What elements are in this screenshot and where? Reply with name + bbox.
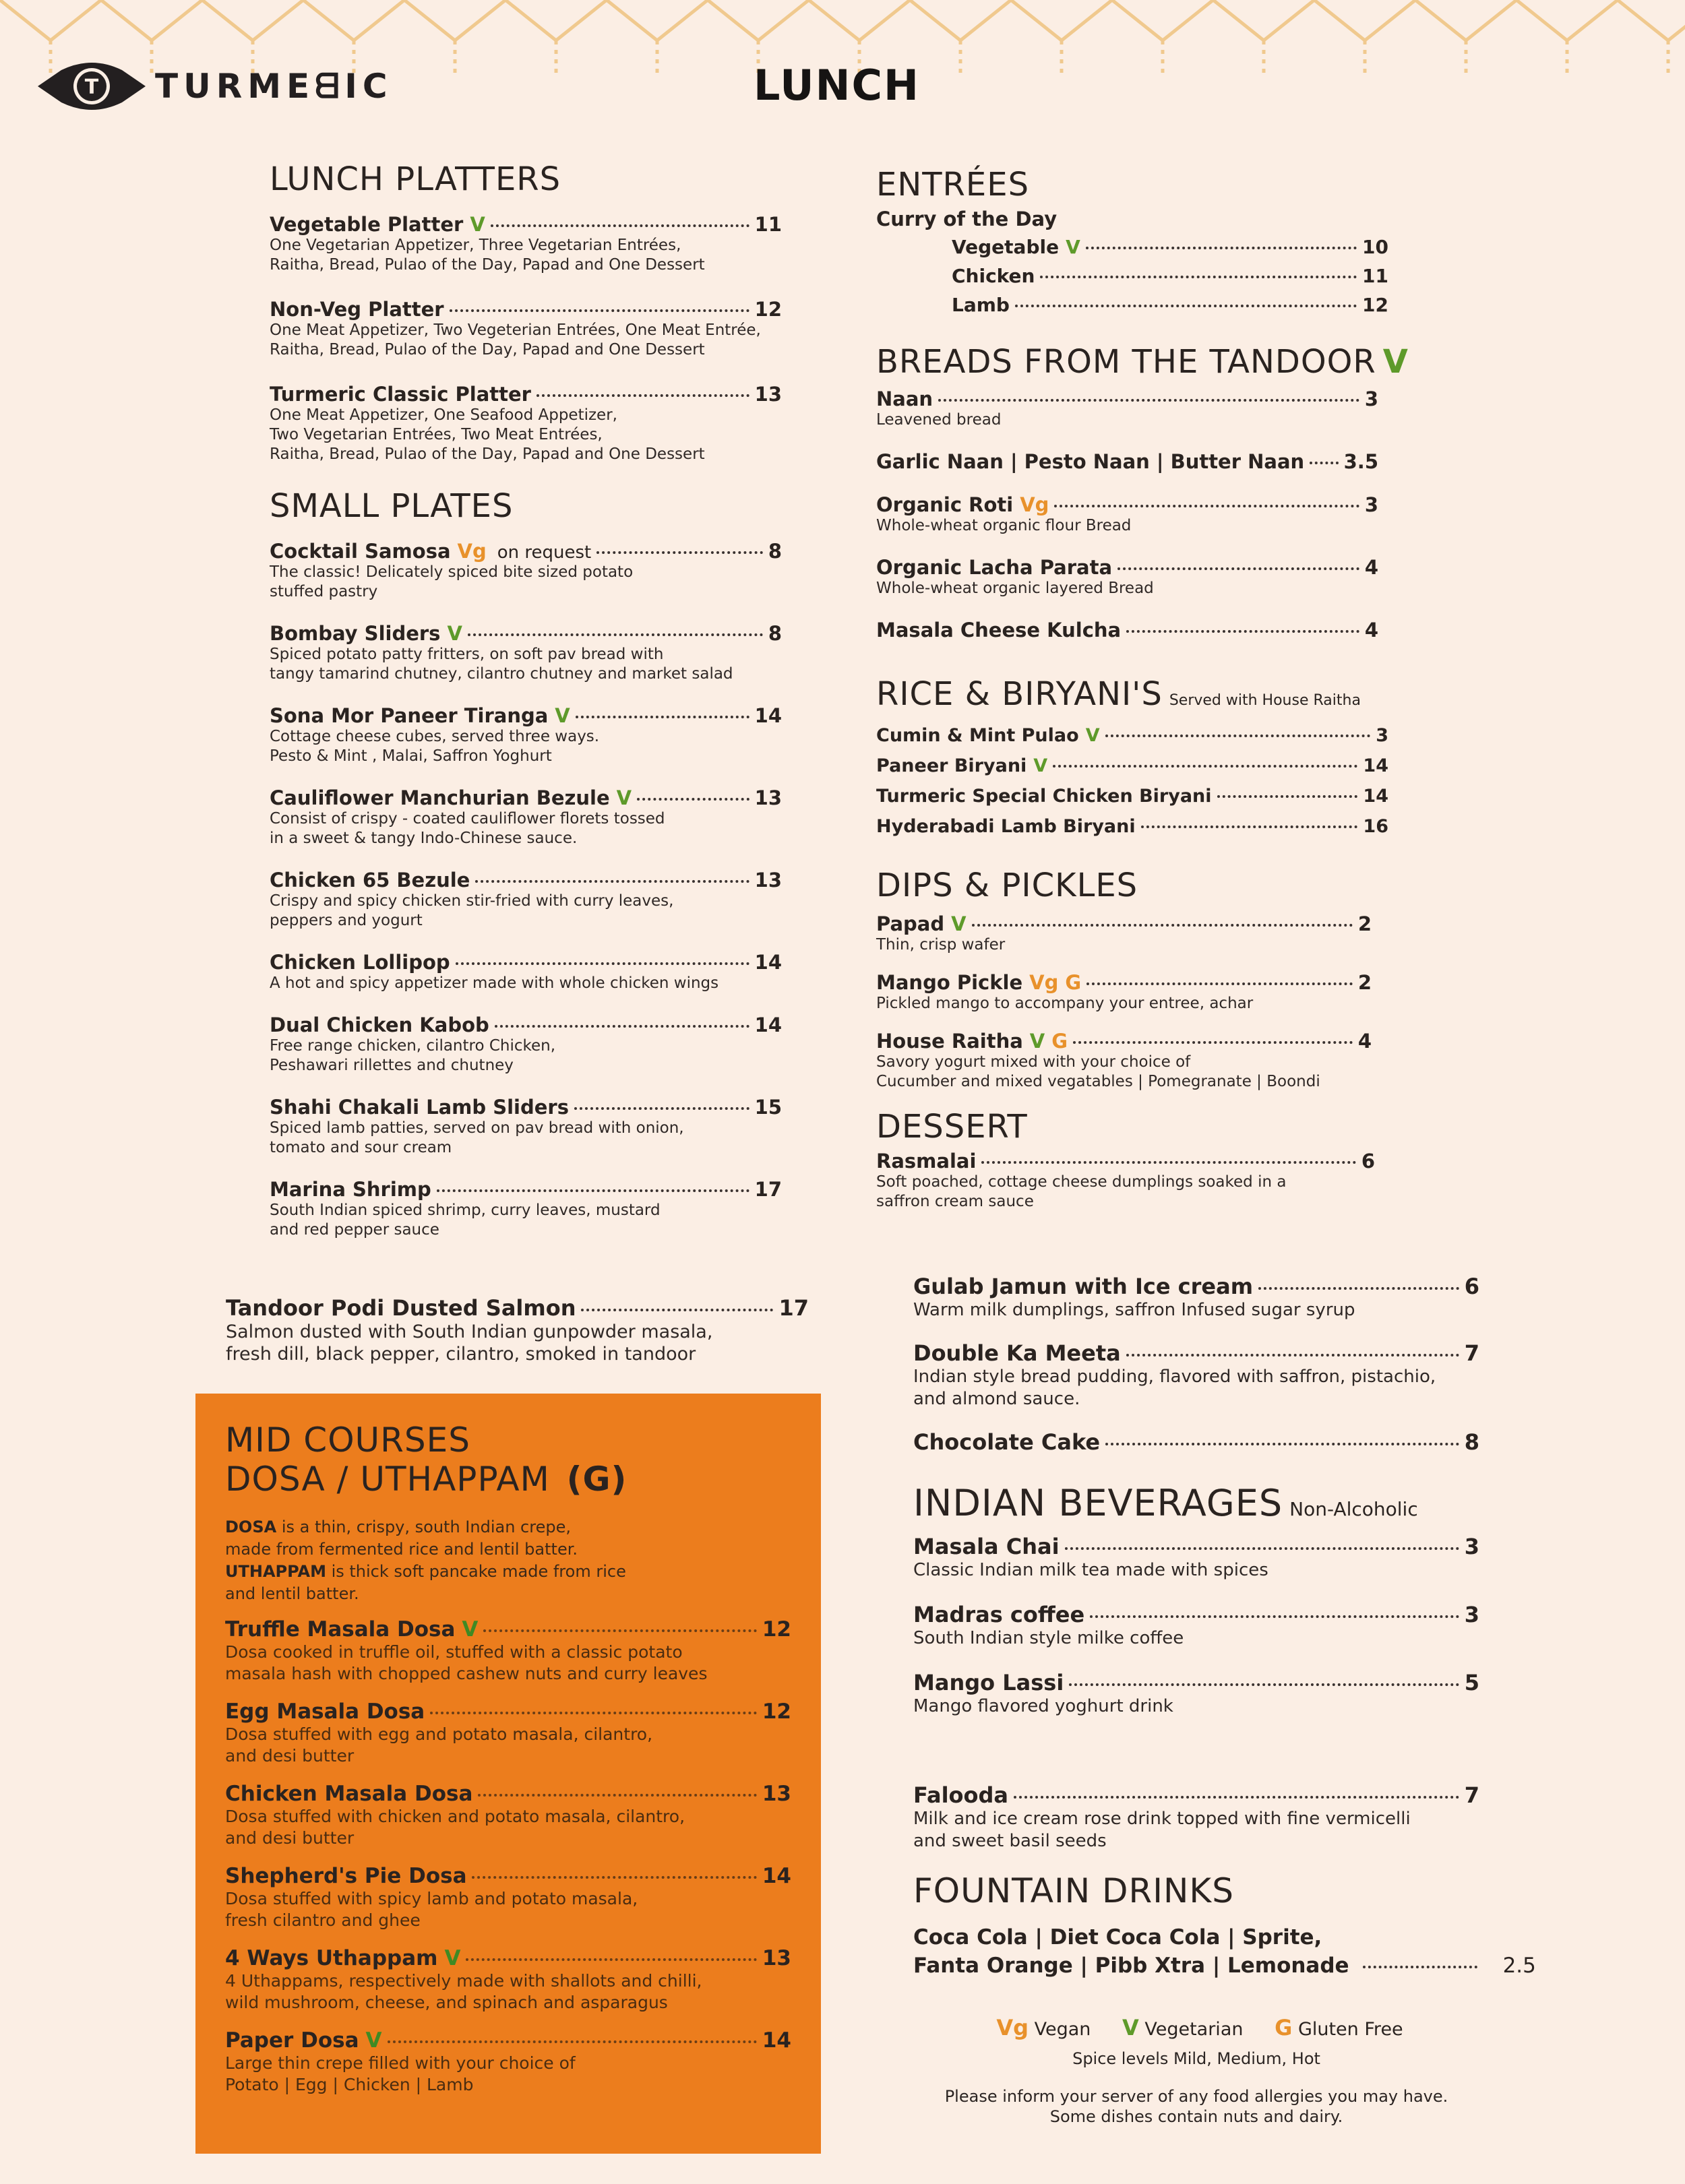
leader-dots: [1065, 1547, 1459, 1550]
menu-item: [225, 1617, 791, 1685]
item-name: Double Ka Meeta: [913, 1340, 1121, 1366]
vegan-tag: Vg: [1029, 971, 1059, 994]
leader-dots: [483, 1629, 756, 1632]
menu-item: [270, 951, 782, 993]
menu-item: [876, 816, 1388, 837]
leader-dots: [1217, 795, 1358, 798]
menu-item: [876, 556, 1378, 598]
right-column: [876, 166, 1409, 1212]
vegetarian-tag: V: [1033, 755, 1048, 776]
vegetarian-tag: V: [447, 622, 462, 645]
item-name: Masala Cheese Kulcha: [876, 619, 1122, 642]
item-description: Mango flavored yoghurt drink: [913, 1696, 1173, 1716]
menu-item: [876, 387, 1378, 430]
leader-dots: [596, 551, 763, 554]
leader-dots: [466, 1958, 756, 1961]
item-description: Free range chicken, cilantro Chicken, Peshawari rillettes and chutney: [270, 1037, 556, 1074]
item-name: Mango Lassi: [913, 1670, 1064, 1695]
item-name: 4 Ways Uthappam: [225, 1946, 438, 1970]
item-price: 3: [1464, 1534, 1479, 1559]
leader-dots: [495, 1025, 749, 1028]
leader-dots: [468, 633, 763, 636]
item-description: Milk and ice cream rose drink topped with fine vermicelli and sweet basil seeds: [913, 1809, 1411, 1851]
diet-legend: [913, 2015, 1479, 2040]
uthappam-intro: is thick soft pancake made from rice and lentil batter.: [225, 1562, 626, 1603]
leader-dots: [1073, 1041, 1353, 1044]
item-description: Spiced lamb patties, served on pav bread with onion, tomato and sour cream: [270, 1119, 684, 1156]
small-plates-list: [270, 540, 782, 1240]
gluten-free-key: G: [1275, 2015, 1293, 2040]
mid-courses-intro: [225, 1516, 791, 1605]
item-price: 3.5: [1343, 450, 1378, 473]
item-name: Madras coffee: [913, 1602, 1085, 1627]
allergy-note-2: Some dishes contain nuts and dairy.: [1049, 2107, 1343, 2126]
entrees-title: ENTRÉES: [876, 166, 1030, 204]
rice-title-text: RICE & BIRYANI'S: [876, 675, 1163, 713]
item-name: Truffle Masala Dosa: [225, 1617, 456, 1642]
vegetarian-tag: V: [470, 213, 485, 236]
vegetarian-tag: V: [951, 912, 967, 935]
brand-logo[interactable]: [38, 53, 393, 120]
item-price: 16: [1363, 816, 1388, 837]
item-price: 3: [1364, 387, 1378, 410]
item-description: 4 Uthappams, respectively made with shallots and chilli, wild mushroom, cheese, and spinach and asparagus: [225, 1971, 702, 2012]
dips-list: [876, 912, 1372, 1092]
item-description: Salmon dusted with South Indian gunpowder masala, fresh dill, black pepper, cilantro, smoked in tandoor: [226, 1321, 713, 1365]
entrees-list: [876, 236, 1388, 316]
item-description: Dosa stuffed with chicken and potato masala, cilantro, and desi butter: [225, 1807, 685, 1848]
item-name: Vegetable: [952, 236, 1060, 258]
salmon-item: [226, 1295, 809, 1365]
item-name: Chicken Masala Dosa: [225, 1782, 473, 1806]
item-price: 13: [754, 786, 782, 809]
legend-vegan: [989, 2015, 1091, 2040]
item-price: 17: [754, 1178, 782, 1201]
item-description: Savory yogurt mixed with your choice of Cucumber and mixed vegatables | Pomegranate | Boondi: [876, 1053, 1320, 1090]
leader-dots: [1141, 825, 1358, 828]
gluten-free-tag: G: [1051, 1030, 1068, 1053]
mid-courses-list: [225, 1617, 791, 2096]
leader-dots: [1040, 276, 1357, 278]
item-description: Spiced potato patty fritters, on soft pav bread with tangy tamarind chutney, cilantro chutney and market salad: [270, 646, 733, 683]
fountain-title: FOUNTAIN DRINKS: [913, 1871, 1234, 1910]
menu-item: [913, 1274, 1479, 1321]
leader-dots: [1258, 1287, 1459, 1290]
beverages-title: [913, 1482, 1479, 1524]
item-name: Non-Veg Platter: [270, 298, 444, 321]
menu-item: [270, 1096, 782, 1158]
menu-item: [913, 1429, 1479, 1455]
turmeric-logo-icon: [38, 53, 146, 120]
page-title: LUNCH: [754, 61, 920, 110]
lunch-platters-title: LUNCH PLATTERS: [270, 160, 561, 198]
item-price: 4: [1357, 1030, 1372, 1053]
item-description: Consist of crispy - coated cauliflower florets tossed in a sweet & tangy Indo-Chinese sauce.: [270, 810, 665, 847]
menu-item: [225, 1782, 791, 1849]
leader-dots: [450, 309, 749, 312]
spice-levels: Spice levels Mild, Medium, Hot: [1072, 2049, 1320, 2068]
breads-list: [876, 387, 1378, 642]
leader-dots: [1117, 567, 1359, 570]
item-description: The classic! Delicately spiced bite sized potato stuffed pastry: [270, 563, 634, 600]
breads-title-text: BREADS FROM THE TANDOOR: [876, 343, 1376, 381]
menu-item: [225, 2028, 791, 2096]
item-name: Paper Dosa: [225, 2028, 359, 2053]
item-price: 11: [1362, 265, 1388, 287]
item-name: Organic Roti: [876, 493, 1014, 516]
leader-dots: [1054, 505, 1359, 507]
item-price: 7: [1464, 1340, 1479, 1366]
menu-item: [952, 294, 1388, 316]
logo-letter: T: [84, 75, 99, 99]
mid-courses-panel: [195, 1394, 821, 2154]
dessert-title: DESSERT: [876, 1108, 1028, 1146]
item-name: Mango Pickle: [876, 971, 1023, 994]
item-price: 14: [762, 2028, 791, 2053]
item-description: Soft poached, cottage cheese dumplings soaked in a saffron cream sauce: [876, 1173, 1287, 1210]
fountain-line2: Fanta Orange | Pibb Xtra | Lemonade: [913, 1954, 1349, 1978]
item-name: Hyderabadi Lamb Biryani: [876, 816, 1136, 837]
small-plates-title: SMALL PLATES: [270, 487, 514, 525]
item-price: 14: [1363, 786, 1388, 807]
leader-dots: [581, 1309, 773, 1311]
item-price: 8: [1464, 1429, 1479, 1455]
item-price: 12: [762, 1699, 791, 1724]
item-price: 14: [754, 951, 782, 974]
menu-item: [913, 1602, 1479, 1650]
leader-dots: [1310, 462, 1338, 464]
leader-dots: [1126, 1354, 1459, 1356]
menu-item: [913, 1534, 1479, 1582]
leader-dots: [388, 2040, 757, 2043]
item-name: Tandoor Podi Dusted Salmon: [226, 1295, 576, 1321]
leader-dots: [437, 1189, 749, 1192]
item-description: Dosa stuffed with egg and potato masala, cilantro, and desi butter: [225, 1724, 653, 1766]
item-description: Dosa cooked in truffle oil, stuffed with a classic potato masala hash with chopped cashew nuts and curry leaves: [225, 1642, 708, 1683]
mid-courses-subtitle: [225, 1460, 791, 1499]
leader-dots: [1105, 1443, 1459, 1445]
item-price: 13: [754, 383, 782, 406]
dosa-intro: is a thin, crispy, south Indian crepe, made from fermented rice and lentil batter.: [225, 1518, 578, 1559]
item-name: Turmeric Special Chicken Biryani: [876, 786, 1212, 807]
item-price: 12: [754, 298, 782, 321]
breads-title: [876, 343, 1409, 381]
mid-courses-title: MID COURSES: [225, 1421, 470, 1460]
dosa-label: DOSA: [225, 1518, 277, 1536]
veg-tag: V: [1382, 343, 1409, 381]
item-price: 8: [768, 540, 782, 563]
item-name: Bombay Sliders: [270, 622, 441, 645]
menu-item: [876, 1030, 1372, 1092]
item-description: Indian style bread pudding, flavored with saffron, pistachio, and almond sauce.: [913, 1367, 1436, 1409]
item-name: Dual Chicken Kabob: [270, 1013, 489, 1036]
item-name: Rasmalai: [876, 1150, 977, 1173]
leader-dots: [475, 880, 749, 883]
item-price: 12: [762, 1617, 791, 1642]
vegetarian-tag: V: [444, 1946, 461, 1970]
fountain-line1: Coca Cola | Diet Coca Cola | Sprite,: [913, 1925, 1322, 1949]
item-name: Vegetable Platter: [270, 213, 464, 236]
item-description: One Meat Appetizer, One Seafood Appetizer, Two Vegetarian Entrées, Two Meat Entrées, Raitha, Bread, Pulao of the Day, Papad and One Dessert: [270, 406, 705, 463]
item-name: Marina Shrimp: [270, 1178, 431, 1201]
item-price: 8: [768, 622, 782, 645]
item-name: House Raitha: [876, 1030, 1023, 1053]
item-price: 10: [1362, 236, 1388, 258]
item-price: 4: [1364, 556, 1378, 579]
gluten-free-tag: G: [1065, 971, 1082, 994]
menu-item: [913, 1670, 1479, 1718]
item-description: Pickled mango to accompany your entree, achar: [876, 995, 1254, 1012]
vegan-tag: Vg: [457, 540, 487, 563]
item-price: 3: [1364, 493, 1378, 516]
leader-dots: [1105, 735, 1371, 737]
menu-item: [270, 704, 782, 766]
item-name: Shepherd's Pie Dosa: [225, 1864, 467, 1888]
uthappam-label: UTHAPPAM: [225, 1562, 326, 1581]
leader-dots: [537, 394, 749, 397]
vegetarian-tag: V: [462, 1617, 479, 1642]
item-description: Whole-wheat organic layered Bread: [876, 580, 1154, 597]
item-name: Cocktail Samosa: [270, 540, 451, 563]
leader-dots: [574, 1107, 749, 1110]
leader-dots: [1126, 630, 1359, 633]
left-column: [270, 160, 782, 1260]
item-name: Chicken Lollipop: [270, 951, 450, 974]
item-name: Falooda: [913, 1782, 1009, 1808]
menu-item: [270, 622, 782, 684]
leader-dots: [1086, 982, 1353, 985]
item-description: One Vegetarian Appetizer, Three Vegetarian Entrées, Raitha, Bread, Pulao of the Day, Papad and One Dessert: [270, 237, 705, 274]
leader-dots: [478, 1794, 756, 1797]
menu-item: [225, 1946, 791, 2014]
dessert-first: [876, 1150, 1375, 1212]
item-name: Sona Mor Paneer Tiranga: [270, 704, 549, 727]
item-price: 17: [778, 1295, 809, 1321]
menu-item: [225, 1699, 791, 1767]
item-description: South Indian spiced shrimp, curry leaves, mustard and red pepper sauce: [270, 1202, 661, 1239]
item-name: Naan: [876, 387, 933, 410]
fountain-price: 2.5: [1502, 1954, 1536, 1978]
leader-dots: [430, 1712, 757, 1714]
vegetarian-tag: V: [365, 2028, 382, 2053]
dosa-uthappam-heading: DOSA / UTHAPPAM: [225, 1460, 550, 1499]
leader-dots: [637, 798, 749, 801]
item-price: 3: [1376, 725, 1388, 746]
vegetarian-tag: V: [1066, 236, 1080, 258]
menu-item: [876, 971, 1372, 1013]
leader-dots: [456, 962, 749, 965]
rice-title: [876, 675, 1388, 713]
vegetarian-tag: V: [1085, 725, 1100, 746]
vegetarian-tag: V: [555, 704, 570, 727]
right-lower-column: [913, 1274, 1536, 1978]
item-description: One Meat Appetizer, Two Vegeterian Entrées, One Meat Entrée, Raitha, Bread, Pulao of the Day, Papad and One Dessert: [270, 321, 761, 358]
item-price: 13: [762, 1946, 791, 1970]
item-description: Warm milk dumplings, saffron Infused sugar syrup: [913, 1300, 1355, 1320]
item-name: Garlic Naan | Pesto Naan | Butter Naan: [876, 450, 1305, 473]
item-price: 15: [754, 1096, 782, 1119]
rice-list: [876, 725, 1388, 837]
item-name: Organic Lacha Parata: [876, 556, 1113, 579]
falooda-item: [913, 1782, 1479, 1852]
item-price: 6: [1464, 1274, 1479, 1299]
item-name: Gulab Jamun with Ice cream: [913, 1274, 1254, 1299]
leader-dots: [1014, 1796, 1459, 1799]
vegetarian-tag: V: [616, 786, 632, 809]
menu-item: [270, 540, 782, 602]
vegetarian-key: V: [1122, 2015, 1139, 2040]
item-name: Egg Masala Dosa: [225, 1699, 425, 1724]
rice-title-sub: Served with House Raitha: [1169, 692, 1361, 709]
beverages-title-sub: Non-Alcoholic: [1289, 1498, 1418, 1520]
item-name: Turmeric Classic Platter: [270, 383, 531, 406]
allergy-note-1: Please inform your server of any food allergies you may have.: [944, 2087, 1448, 2106]
vegan-tag: Vg: [1020, 493, 1049, 516]
item-description: Thin, crisp wafer: [876, 936, 1006, 954]
menu-item: [270, 213, 782, 275]
gluten-free-label: Gluten Free: [1297, 2019, 1403, 2040]
item-description: Large thin crepe filled with your choice of Potato | Egg | Chicken | Lamb: [225, 2053, 576, 2094]
item-description: South Indian style milke coffee: [913, 1628, 1184, 1648]
menu-item: [913, 1340, 1479, 1410]
item-name: Chicken 65 Bezule: [270, 869, 470, 892]
item-description: Crispy and spicy chicken stir-fried with curry leaves, peppers and yogurt: [270, 892, 674, 929]
item-description: Whole-wheat organic flour Bread: [876, 517, 1132, 534]
item-price: 4: [1364, 619, 1378, 642]
item-price: 13: [754, 869, 782, 892]
leader-dots: [981, 1161, 1355, 1164]
gluten-free-tag: (G): [566, 1460, 627, 1499]
item-name: Lamb: [952, 294, 1010, 316]
item-price: 14: [754, 1013, 782, 1036]
legend-gluten-free: [1268, 2015, 1403, 2040]
dips-title: DIPS & PICKLES: [876, 867, 1138, 904]
item-price: 11: [754, 213, 782, 236]
menu-item: [952, 265, 1388, 287]
leader-dots: [576, 716, 749, 718]
leader-dots: [1015, 305, 1357, 307]
brand-name: TURMEᗺIC: [155, 66, 393, 106]
item-price: 14: [1363, 755, 1388, 776]
dessert-list: [913, 1274, 1479, 1455]
item-name: Masala Chai: [913, 1534, 1060, 1559]
menu-item: [270, 1013, 782, 1075]
menu-item: [876, 450, 1378, 473]
item-name: Cumin & Mint Pulao: [876, 725, 1079, 746]
curry-of-the-day-label: Curry of the Day: [876, 208, 1058, 230]
menu-item: [270, 869, 782, 931]
item-price: 5: [1464, 1670, 1479, 1695]
vegan-key: Vg: [996, 2015, 1029, 2040]
menu-item: [270, 298, 782, 360]
vegetarian-tag: V: [1029, 1030, 1045, 1053]
menu-item: [270, 1178, 782, 1240]
leader-dots: [1086, 247, 1357, 249]
menu-item: [876, 493, 1378, 536]
leader-dots: [1053, 765, 1357, 768]
item-price: 6: [1361, 1150, 1375, 1173]
leader-dots: [1090, 1615, 1459, 1618]
item-name: Cauliflower Manchurian Bezule: [270, 786, 610, 809]
menu-item: [952, 236, 1388, 258]
item-price: 7: [1464, 1782, 1479, 1808]
item-name: Chicken: [952, 265, 1035, 287]
item-price: 13: [762, 1782, 791, 1806]
menu-item: [270, 383, 782, 464]
menu-item: [225, 1864, 791, 1931]
legend: [913, 2015, 1479, 2127]
lunch-platters-list: [270, 213, 782, 464]
item-price: 14: [762, 1864, 791, 1888]
item-price: 3: [1464, 1602, 1479, 1627]
item-description: Cottage cheese cubes, served three ways. Pesto & Mint , Malai, Saffron Yoghurt: [270, 728, 600, 765]
menu-item: [913, 1782, 1479, 1852]
menu-item: [876, 725, 1388, 746]
leader-dots: [1069, 1683, 1459, 1686]
menu-item: [876, 912, 1372, 955]
beverages-list: [913, 1534, 1479, 1718]
menu-item: [876, 619, 1378, 642]
item-price: 12: [1362, 294, 1388, 316]
item-price: 14: [754, 704, 782, 727]
item-description: Dosa stuffed with spicy lamb and potato masala, fresh cilantro and ghee: [225, 1889, 638, 1930]
menu-item: [270, 786, 782, 848]
vegetarian-label: Vegetarian: [1144, 2019, 1244, 2040]
item-name: Paneer Biryani: [876, 755, 1027, 776]
item-price: 2: [1357, 912, 1372, 935]
legend-vegetarian: [1115, 2015, 1244, 2040]
item-description: Leavened bread: [876, 411, 1002, 429]
item-price: 2: [1357, 971, 1372, 994]
item-description: Classic Indian milk tea made with spices: [913, 1560, 1268, 1580]
item-name: Shahi Chakali Lamb Sliders: [270, 1096, 569, 1119]
menu-item: [876, 755, 1388, 776]
item-note: on request: [497, 542, 592, 563]
beverages-title-text: INDIAN BEVERAGES: [913, 1482, 1283, 1524]
vegan-label: Vegan: [1034, 2019, 1091, 2040]
item-name: Papad: [876, 912, 945, 935]
item-name: Chocolate Cake: [913, 1429, 1101, 1455]
leader-dots: [972, 924, 1353, 927]
menu-item: [876, 786, 1388, 807]
leader-dots: [491, 224, 749, 227]
menu-item: [876, 1150, 1375, 1212]
item-description: A hot and spicy appetizer made with whole chicken wings: [270, 974, 719, 992]
leader-dots: [472, 1876, 756, 1879]
leader-dots: [938, 399, 1359, 402]
leader-dots: [1363, 1966, 1477, 1968]
